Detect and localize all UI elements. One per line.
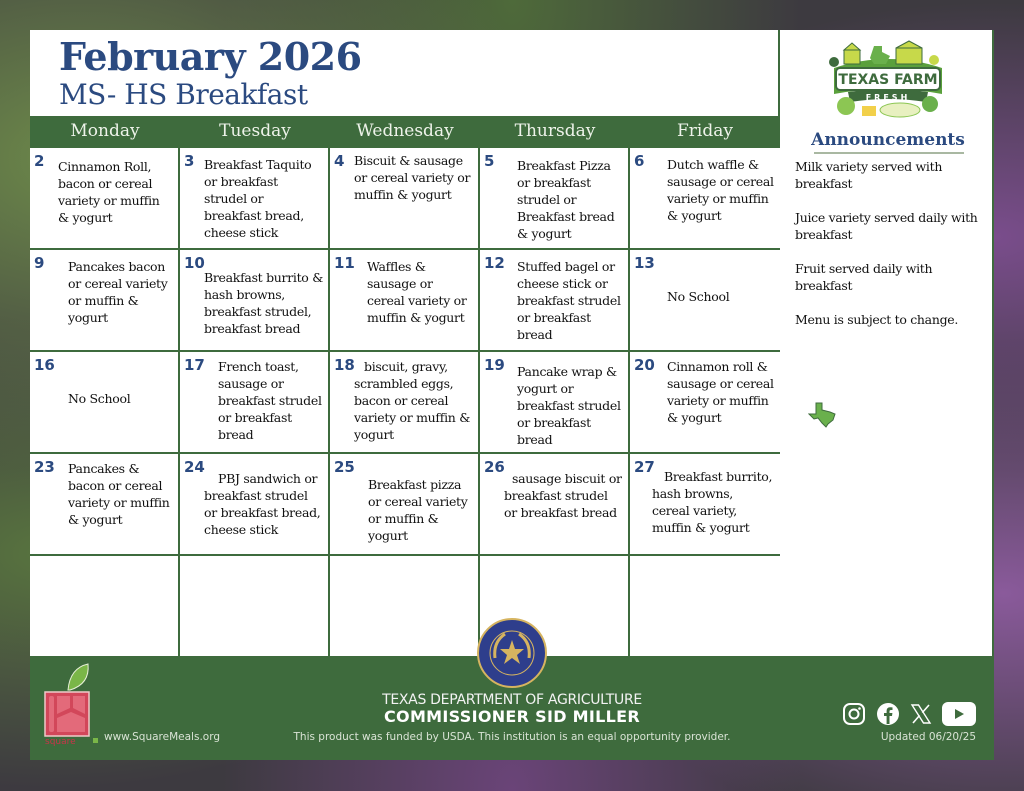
agency-name: TEXAS DEPARTMENT OF AGRICULTURE (382, 692, 642, 708)
day-menu: PBJ sandwich or breakfast strudel or breakfast bread, cheese stick (204, 471, 321, 537)
announcements-list (795, 158, 985, 345)
empty-day-cell (330, 556, 480, 658)
day-cell (30, 352, 180, 454)
weekday-header-row (30, 116, 780, 146)
empty-day-cell (30, 556, 180, 658)
day-number: 27 (634, 458, 655, 476)
page-title: February 2026 (59, 34, 362, 79)
weekday-wednesday: Wednesday (356, 121, 454, 141)
day-cell (330, 454, 480, 556)
commissioner-name: COMMISSIONER SID MILLER (384, 707, 640, 726)
day-menu: Breakfast burrito, hash browns, cereal variety, muffin & yogurt (652, 469, 773, 535)
announcement-item: Fruit served daily with breakfast (795, 261, 933, 293)
day-cell (30, 148, 180, 250)
day-cell (180, 148, 330, 250)
day-number: 23 (34, 458, 55, 476)
weekday-friday: Friday (677, 121, 733, 141)
day-cell (30, 454, 180, 556)
announcements-sidebar (782, 30, 994, 656)
page-subtitle: MS- HS Breakfast (59, 78, 308, 111)
updated-date: Updated 06/20/25 (880, 731, 976, 743)
day-cell (330, 148, 480, 250)
day-menu: Cinnamon roll & sausage or cereal variety or muffin & yogurt (667, 359, 774, 425)
day-menu: Dutch waffle & sausage or cereal variety or muffin & yogurt (667, 157, 774, 223)
day-menu: Waffles & sausage or cereal variety or muffin & yogurt (367, 259, 467, 325)
instagram-icon[interactable] (842, 702, 866, 730)
day-number: 18 (334, 356, 355, 374)
day-cell (480, 250, 630, 352)
weekday-monday: Monday (70, 121, 140, 141)
day-number: 13 (634, 254, 655, 272)
svg-text:TEXAS FARM: TEXAS FARM (838, 72, 938, 88)
day-menu: sausage biscuit or breakfast strudel or breakfast bread (504, 471, 622, 520)
day-menu: French toast, sausage or breakfast strudel or breakfast bread (218, 359, 322, 442)
youtube-icon[interactable] (942, 702, 976, 730)
day-number: 11 (334, 254, 355, 272)
day-cell (480, 352, 630, 454)
menu-calendar-sheet (30, 30, 994, 760)
usda-disclaimer: This product was funded by USDA. This institution is an equal opportunity provider. (293, 731, 731, 743)
svg-text:square: square (45, 737, 76, 746)
day-number: 2 (34, 152, 45, 170)
day-number: 4 (334, 152, 345, 170)
day-number: 3 (184, 152, 195, 170)
day-number: 6 (634, 152, 645, 170)
social-links (842, 702, 976, 730)
announcement-item: Menu is subject to change. (795, 312, 959, 327)
day-cell (180, 250, 330, 352)
calendar-main (30, 30, 780, 656)
day-number: 25 (334, 458, 355, 476)
texas-state-icon (808, 402, 836, 428)
svg-text:FRESH: FRESH (865, 93, 911, 102)
weekday-tuesday: Tuesday (219, 121, 291, 141)
day-menu: Pancake wrap & yogurt or breakfast strudel or breakfast bread (517, 364, 621, 447)
day-menu: Breakfast pizza or cereal variety or muffin & yogurt (368, 477, 468, 543)
facebook-icon[interactable] (876, 702, 900, 730)
day-cell (30, 250, 180, 352)
day-menu: Biscuit & sausage or cereal variety or muffin & yogurt (354, 153, 471, 202)
texas-farm-fresh-logo (826, 40, 950, 122)
day-cell (630, 454, 780, 556)
day-cell (480, 454, 630, 556)
day-cell (630, 250, 780, 352)
day-cell (480, 148, 630, 250)
day-menu: Breakfast burrito & hash browns, breakfast strudel, breakfast bread (204, 270, 324, 336)
day-number: 16 (34, 356, 55, 374)
day-number: 17 (184, 356, 205, 374)
day-cell (180, 454, 330, 556)
square-meals-link[interactable]: www.SquareMeals.org (104, 731, 221, 743)
day-number: 10 (184, 254, 205, 272)
day-cell (330, 250, 480, 352)
day-number: 19 (484, 356, 505, 374)
day-menu: Breakfast Pizza or breakfast strudel or Breakfast bread & yogurt (517, 158, 615, 241)
announcements-title: Announcements (811, 130, 965, 150)
day-menu: No School (68, 391, 131, 406)
x-icon[interactable] (910, 703, 932, 729)
day-menu: Pancakes bacon or cereal variety or muffin & yogurt (68, 259, 168, 325)
day-menu: No School (667, 289, 730, 304)
day-number: 9 (34, 254, 45, 272)
day-menu: Pancakes & bacon or cereal variety or muffin & yogurt (68, 461, 170, 527)
day-cell (630, 352, 780, 454)
day-menu: Breakfast Taquito or breakfast strudel or breakfast bread, cheese stick (204, 157, 312, 240)
weekday-thursday: Thursday (514, 121, 596, 141)
footer (30, 656, 994, 760)
day-number: 5 (484, 152, 495, 170)
day-cell (330, 352, 480, 454)
day-number: 24 (184, 458, 205, 476)
day-menu: Stuffed bagel or cheese stick or breakfast strudel or breakfast bread (517, 259, 621, 342)
day-menu: biscuit, gravy, scrambled eggs, bacon or cereal variety or muffin & yogurt (354, 359, 471, 442)
day-cell (630, 148, 780, 250)
announcement-item: Juice variety served daily with breakfast (795, 210, 978, 242)
day-number: 12 (484, 254, 505, 272)
empty-day-cell (180, 556, 330, 658)
tda-seal (477, 618, 547, 688)
day-cell (180, 352, 330, 454)
announcements-divider (814, 152, 964, 154)
calendar-grid (30, 146, 780, 656)
empty-day-cell (630, 556, 780, 658)
day-number: 26 (484, 458, 505, 476)
day-menu: Cinnamon Roll, bacon or cereal variety or muffin & yogurt (58, 159, 160, 225)
announcement-item: Milk variety served with breakfast (795, 159, 943, 191)
day-number: 20 (634, 356, 655, 374)
